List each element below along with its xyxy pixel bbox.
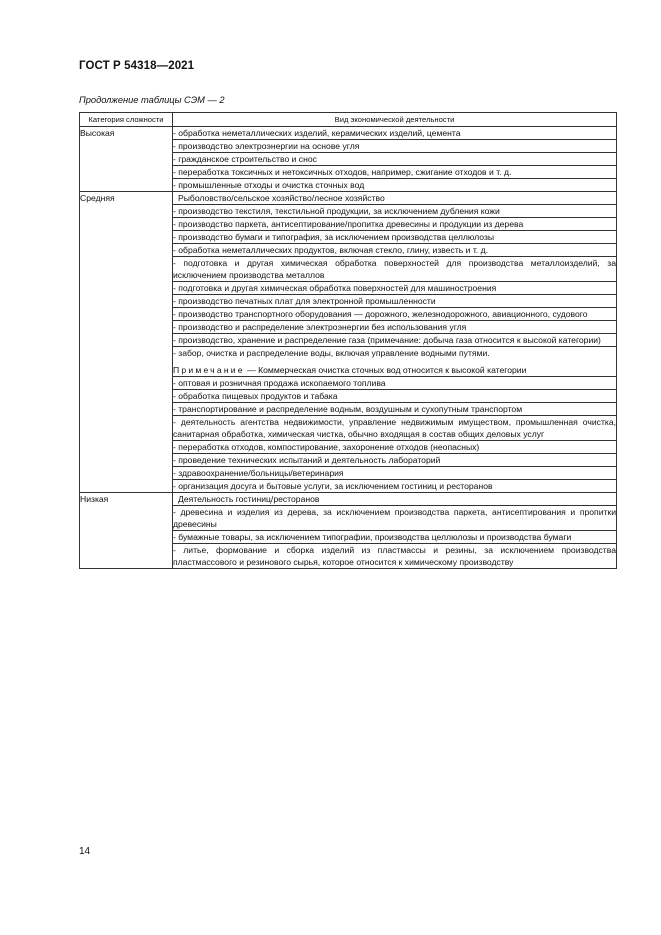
note-text: — Коммерческая очистка сточных вод относится к высокой категории: [244, 365, 527, 375]
activity-item: - переработка токсичных и нетоксичных отходов, например, сжигание отходов и т. д.: [173, 166, 617, 179]
activity-item: - организация досуга и бытовые услуги, за исключением гостиниц и ресторанов: [173, 480, 617, 493]
activity-item: - обработка неметаллических изделий, керамических изделий, цемента: [173, 127, 617, 140]
activity-item: - производство, хранение и распределение газа (примечание: добыча газа относится к высокой категории): [173, 334, 617, 347]
activity-item: - производство транспортного оборудования — дорожного, железнодорожного, авиационного, судового: [173, 308, 617, 321]
activity-item: - промышленные отходы и очистка сточных вод: [173, 179, 617, 192]
activity-item: - проведение технических испытаний и деятельность лабораторий: [173, 454, 617, 467]
activity-item: Деятельность гостиниц/ресторанов: [173, 493, 617, 506]
activity-item: - бумажные товары, за исключением типографии, производства целлюлозы и производства бумаги: [173, 531, 617, 544]
note-label: Примечание: [173, 365, 245, 375]
column-header-activity: Вид экономической деятельности: [173, 113, 617, 127]
activity-item: - подготовка и другая химическая обработка поверхностей для машиностроения: [173, 282, 617, 295]
sem-table: [79, 112, 617, 569]
table-note: [173, 364, 616, 376]
activity-item: - производство печатных плат для электронной промышленности: [173, 295, 617, 308]
category-medium: Средняя: [80, 192, 173, 493]
activity-item: - производство текстиля, текстильной продукции, за исключением дубления кожи: [173, 205, 617, 218]
table-caption: Продолжение таблицы СЭМ — 2: [79, 95, 225, 105]
activity-item-with-note: [173, 347, 617, 377]
table-row: [80, 127, 617, 140]
page-number: 14: [79, 846, 91, 857]
activity-item: - переработка отходов, компостирование, захоронение отходов (неопасных): [173, 441, 617, 454]
activity-item: - производство паркета, антисептирование/пропитка древесины и продукции из дерева: [173, 218, 617, 231]
activity-item: - древесина и изделия из дерева, за исключением производства паркета, антисептирования и пропитки древесины: [173, 507, 616, 529]
activity-item: - оптовая и розничная продажа ископаемого топлива: [173, 377, 617, 390]
activity-item: - деятельность агентства недвижимости, управление недвижимым имуществом, промышленная очистка, санитарная обработка, химическая чистка, обычно входящая в состав общих деловых услуг: [173, 417, 616, 439]
activity-item: Рыболовство/сельское хозяйство/лесное хозяйство: [173, 192, 617, 205]
column-header-category: Категория сложности: [80, 113, 173, 127]
document-header: ГОСТ Р 54318—2021: [79, 60, 195, 72]
activity-item: - производство и распределение электроэнергии без использования угля: [173, 321, 617, 334]
table-row: [80, 493, 617, 506]
category-low: Низкая: [80, 493, 173, 569]
activity-item: - подготовка и другая химическая обработка поверхностей для производства металлоизделий, за исключением производства металлов: [173, 258, 616, 280]
table-header-row: [80, 113, 617, 127]
activity-text: - забор, очистка и распределение воды, включая управление водными путями.: [173, 348, 490, 358]
category-high: Высокая: [80, 127, 173, 192]
activity-item: - транспортирование и распределение водным, воздушным и сухопутным транспортом: [173, 403, 617, 416]
activity-item: - производство бумаги и типография, за исключением производства целлюлозы: [173, 231, 617, 244]
activity-item: - производство электроэнергии на основе угля: [173, 140, 617, 153]
activity-item: - литье, формование и сборка изделий из пластмассы и резины, за исключением производства пластмассового и резинового сырья, которое относится к химическому производству: [173, 545, 616, 567]
table-row: [80, 192, 617, 205]
activity-item: - обработка неметаллических продуктов, включая стекло, глину, известь и т. д.: [173, 244, 617, 257]
activity-item: - здравоохранение/больницы/ветеринария: [173, 467, 617, 480]
activity-item: - гражданское строительство и снос: [173, 153, 617, 166]
activity-item: - обработка пищевых продуктов и табака: [173, 390, 617, 403]
